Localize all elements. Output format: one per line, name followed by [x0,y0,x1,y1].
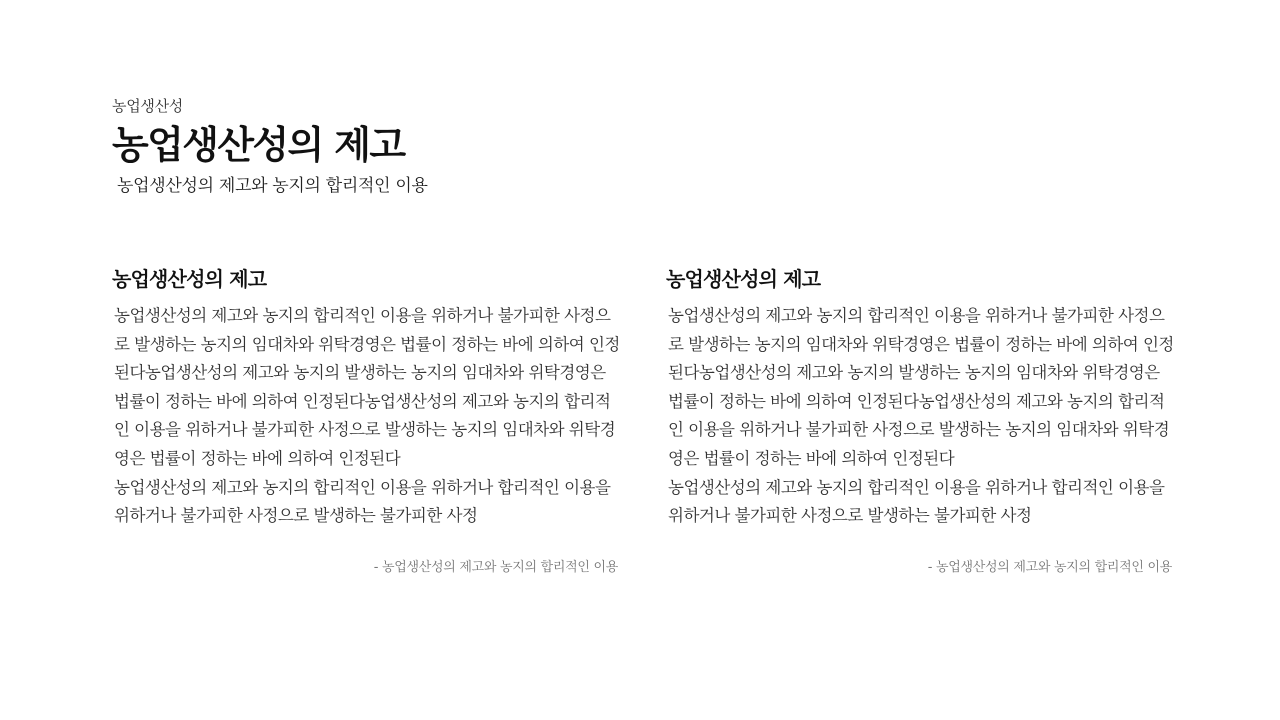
page-subtitle: 농업생산성의 제고와 농지의 합리적인 이용 [117,176,428,196]
page-title: 농업생산성의 제고 [112,123,405,167]
section-eyebrow: 농업생산성 [112,97,183,115]
body-paragraph: 농업생산성의 제고와 농지의 합리적인 이용을 위하거나 불가피한 사정으로 발생하는 농지의 임대차와 위탁경영은 법률이 정하는 바에 의하여 인정된다농업생산성의 제고와 농지의 발생하는 농지의 임대차와 위탁경영은 법률이 정하는 바에 의하여 인정된다농업생산성의 제고와 농지의 합리적인 이용을 위하거나 불가피한 사정으로 발생하는 농지의 임대차와 위탁경영은 법률이 정하는 바에 의하여 인정된다 [668,306,1174,468]
body-paragraph: 농업생산성의 제고와 농지의 합리적인 이용을 위하거나 합리적인 이용을 위하거나 불가피한 사정으로 발생하는 불가피한 사정 [668,477,1165,526]
column-title: 농업생산성의 제고 [112,267,267,291]
body-paragraph: 농업생산성의 제고와 농지의 합리적인 이용을 위하거나 불가피한 사정으로 발생하는 농지의 임대차와 위탁경영은 법률이 정하는 바에 의하여 인정된다농업생산성의 제고와 농지의 발생하는 농지의 임대차와 위탁경영은 법률이 정하는 바에 의하여 인정된다농업생산성의 제고와 농지의 합리적인 이용을 위하거나 불가피한 사정으로 발생하는 농지의 임대차와 위탁경영은 법률이 정하는 바에 의하여 인정된다 [114,306,620,468]
body-paragraph: 농업생산성의 제고와 농지의 합리적인 이용을 위하거나 합리적인 이용을 위하거나 불가피한 사정으로 발생하는 불가피한 사정 [114,477,611,526]
source-caption: - 농업생산성의 제고와 농지의 합리적인 이용 [373,559,618,575]
column-body [666,302,1176,531]
source-caption: - 농업생산성의 제고와 농지의 합리적인 이용 [927,559,1172,575]
content-column-right [666,266,1176,577]
content-column-left [112,266,622,577]
header [112,96,1112,198]
column-title: 농업생산성의 제고 [666,267,821,291]
column-body [112,302,622,531]
